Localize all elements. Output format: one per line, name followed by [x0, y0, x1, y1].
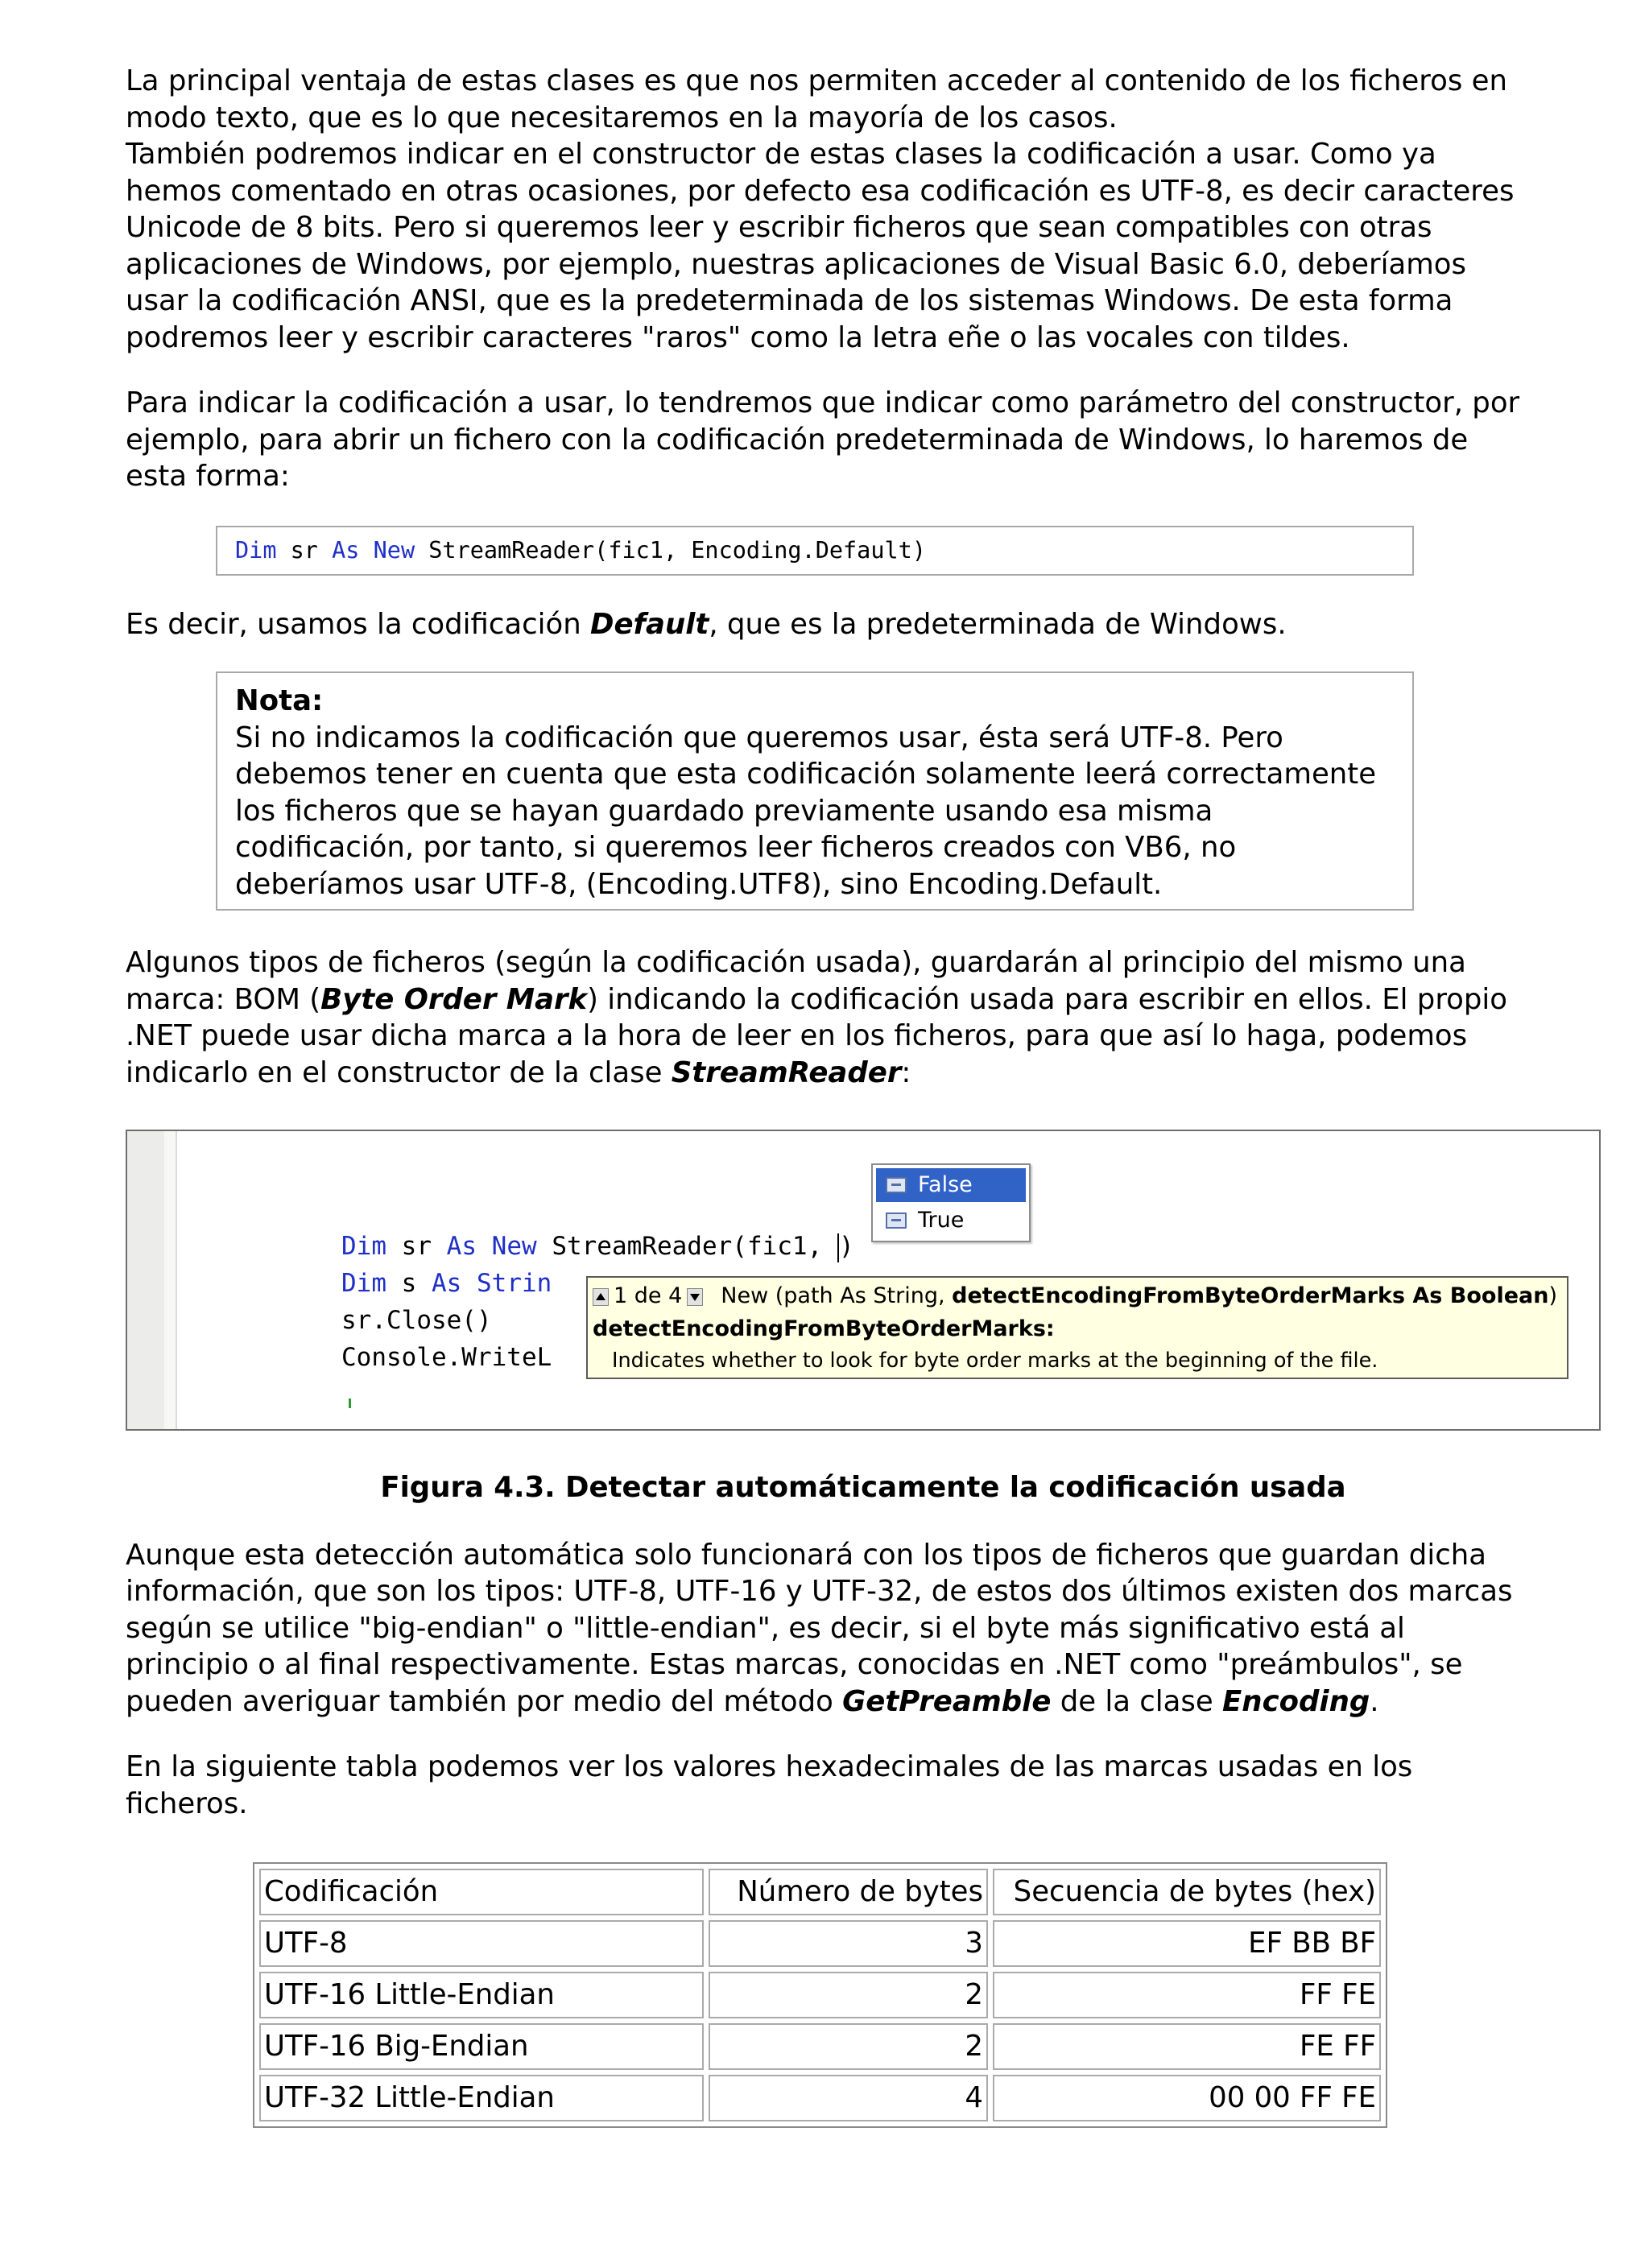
paragraph-default [126, 606, 1527, 643]
enum-member-icon [886, 1177, 907, 1193]
table-cell: 2 [709, 1972, 988, 2018]
table-cell: 2 [709, 2023, 988, 2070]
ide-code-text: sr [386, 1232, 447, 1261]
table-row [259, 1920, 1381, 1967]
overload-counter: 1 de 4 [614, 1283, 683, 1308]
ide-code-text [477, 1232, 492, 1261]
text-span: . [1370, 1684, 1379, 1718]
ide-margin [127, 1131, 165, 1429]
paragraph-encoding: También podremos indicar en el constructor de estas clases la codificación a usar. Como ya hemos comentado en otras ocasiones, por defecto esa codificación es UTF-8, es decir caracteres Unicode de 8 bits. Pero si queremos leer y escribir ficheros que sean compatibles con otras aplicaciones de Windows, por ejemplo, nuestras aplicaciones de Visual Basic 6.0, deberíamos usar la codificación ANSI, que es la predeterminada de los sistemas Windows. De esta forma podremos leer y escribir caracteres "raros" como la letra eñe o las vocales con tildes. [126, 138, 1515, 354]
enum-member-icon [886, 1212, 907, 1229]
document-page [126, 63, 1558, 2128]
bom-table-wrapper [253, 1862, 1527, 2128]
text-span: Es decir, usamos la codificación [126, 607, 591, 641]
table-cell: FE FF [993, 2023, 1381, 2070]
emphasis-byte-order-mark: Byte Order Mark [320, 982, 588, 1016]
text-span: : [901, 1056, 911, 1089]
emphasis-encoding: Encoding [1222, 1684, 1370, 1718]
table-cell: UTF-8 [259, 1920, 704, 1967]
tooltip-signature-row [593, 1279, 1557, 1313]
ide-keyword: As [432, 1269, 462, 1298]
table-header-cell: Secuencia de bytes (hex) [993, 1869, 1381, 1915]
table-cell: FF FE [993, 1972, 1381, 2018]
table-header-cell: Codificación [259, 1869, 704, 1915]
table-row [259, 1972, 1381, 2018]
table-header-row [259, 1869, 1381, 1915]
paragraph-intro: La principal ventaja de estas clases es que nos permiten acceder al contenido de los ficheros en modo texto, que es lo que necesitaremos en la mayoría de los casos. [126, 64, 1507, 134]
ide-code-line: Console.WriteL [341, 1343, 552, 1372]
emphasis-streamreader: StreamReader [671, 1056, 902, 1089]
table-cell: UTF-16 Little-Endian [259, 1972, 704, 2018]
ide-keyword: As [446, 1232, 477, 1261]
table-row [259, 2023, 1381, 2070]
ide-keyword: Dim [341, 1269, 386, 1298]
emphasis-getpreamble: GetPreamble [842, 1684, 1052, 1718]
note-title: Nota: [235, 684, 324, 717]
change-marker [349, 1398, 351, 1408]
table-cell: 4 [709, 2075, 988, 2121]
intellisense-dropdown[interactable] [871, 1163, 1031, 1242]
table-cell: 3 [709, 1920, 988, 1967]
code-space [359, 537, 373, 564]
code-text-rest: StreamReader(fic1, Encoding.Default) [415, 536, 926, 564]
paragraph-table-intro: En la siguiente tabla podemos ver los valores hexadecimales de las marcas usadas en los ficheros. [126, 1750, 1413, 1820]
ide-code-line: sr.Close() [341, 1306, 492, 1335]
text-span: de la clase [1051, 1684, 1223, 1718]
note-box [216, 671, 1414, 911]
ide-keyword: Strin [477, 1269, 552, 1298]
text-span: ) indicando la codificación usada para escribir en ellos. El propio .NET puede usar dicha marca a la hora de leer en los ficheros, para que así lo haga, podemos indicarlo en el constructor de la clase [126, 982, 1507, 1089]
paragraph-preamble [126, 1537, 1527, 1721]
figure-caption: Figura 4.3. Detectar automáticamente la codificación usada [380, 1471, 1346, 1504]
ide-screenshot [126, 1130, 1601, 1431]
ide-keyword: New [491, 1232, 537, 1261]
dropdown-item-true[interactable] [876, 1204, 1026, 1237]
note-body: Si no indicamos la codificación que queremos usar, ésta será UTF-8. Pero debemos tener en cuenta que esta codificación solamente leerá correctamente los ficheros que se hayan guardado previamente usando esa misma codificación, por tanto, si queremos leer ficheros creados con VB6, no deberíamos usar UTF-8, (Encoding.UTF8), sino Encoding.Default. [235, 721, 1377, 901]
table-cell: UTF-16 Big-Endian [259, 2023, 704, 2070]
table-cell: EF BB BF [993, 1920, 1381, 1967]
signature-end: ) [1548, 1283, 1558, 1308]
emphasis-default: Default [590, 607, 709, 641]
code-text: sr [276, 536, 333, 564]
text-span: , que es la predeterminada de Windows. [709, 607, 1287, 641]
ide-keyword: Dim [341, 1232, 386, 1261]
table-cell: UTF-32 Little-Endian [259, 2075, 704, 2121]
tooltip-param-name: detectEncodingFromByteOrderMarks: [593, 1316, 1055, 1341]
table-cell: 00 00 FF FE [993, 2075, 1381, 2121]
ide-code-line: Dim sr As New StreamReader(fic1, ) [341, 1232, 854, 1261]
ide-indicator-margin [164, 1131, 177, 1429]
signature-text: New (path As String, [721, 1283, 953, 1308]
ide-code-text: StreamReader(fic1, [536, 1232, 837, 1261]
code-example [216, 526, 1414, 576]
paragraph-bom [126, 944, 1527, 1091]
code-keyword-dim: Dim [235, 536, 277, 564]
text-span: Algunos tipos de ficheros (según la codificación usada), guardarán al principio del mismo una marca: BOM ( [126, 946, 1466, 1016]
paragraph-indicate-encoding: Para indicar la codificación a usar, lo tendremos que indicar como parámetro del constructor, por ejemplo, para abrir un fichero con la codificación predeterminada de Windows, lo haremos de esta forma: [126, 386, 1520, 493]
table-header-cell: Número de bytes [709, 1869, 988, 1915]
ide-code-text [461, 1269, 477, 1298]
ide-code-line [341, 1265, 552, 1302]
overload-up-arrow-icon[interactable] [593, 1288, 609, 1306]
tooltip-param-description: Indicates whether to look for byte order marks at the beginning of the file. [612, 1349, 1378, 1373]
dropdown-item-false[interactable] [876, 1168, 1026, 1202]
overload-down-arrow-icon[interactable] [687, 1288, 703, 1306]
text-span: Aunque esta detección automática solo funcionará con los tipos de ficheros que guardan dicha información, que son los tipos: UTF-8, UTF-16 y UTF-32, de estos dos últimos existen dos marcas según se utilice "big-endian" o "little-endian", es decir, si el byte más significativo está al principio o al final respectivamente. Estas marcas, conocidas en .NET como "preámbulos", se pueden averiguar también por medio del método [126, 1538, 1513, 1718]
dropdown-item-label: False [918, 1172, 973, 1197]
table-row [259, 2075, 1381, 2121]
code-keyword-new: New [373, 536, 415, 564]
code-keyword-as: As [332, 536, 360, 564]
dropdown-item-label: True [918, 1208, 965, 1233]
signature-current-param: detectEncodingFromByteOrderMarks As Boolean [952, 1283, 1549, 1308]
bom-table [253, 1862, 1387, 2128]
parameter-info-tooltip [586, 1276, 1568, 1379]
ide-code-text: s [386, 1269, 432, 1298]
